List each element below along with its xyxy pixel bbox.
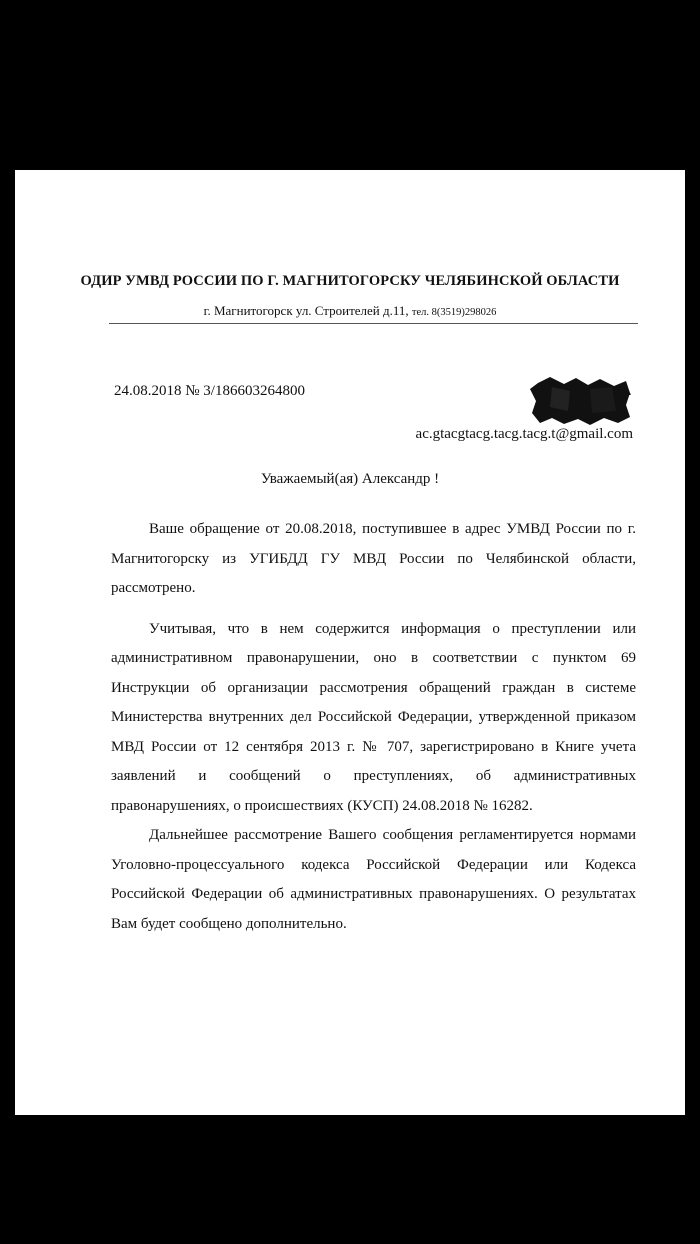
- header-divider: [109, 323, 638, 324]
- letter-body: [111, 515, 636, 939]
- document-page: [15, 170, 685, 1115]
- paragraph: Ваше обращение от 20.08.2018, поступившее в адрес УМВД России по г. Магнитогорску из УГИБДД ГУ МВД России по Челябинской области, рассмотрено.: [111, 521, 636, 596]
- greeting: Уважаемый(ая) Александр !: [260, 471, 440, 487]
- paragraph: Учитывая, что в нем содержится информация о преступлении или административном правонарушении, оно в соответствии с пунктом 69 Инструкции об организации рассмотрения обращений граждан в системе Министерства внутренних дел Российской Федерации, утвержденной приказом МВД России от 12 сентября 2013 г. № 707, зарегистрировано в Книге учета заявлений и сообщений о преступлениях, об административных правонарушениях, о происшествиях (КУСП) 24.08.2018 № 16282.: [111, 620, 636, 814]
- redaction-mark: [530, 377, 630, 425]
- trailing-dot: .: [628, 383, 632, 399]
- address-text: г. Магнитогорск ул. Строителей д.11,: [203, 303, 409, 318]
- organization-title: ОДИР УМВД РОССИИ ПО Г. МАГНИТОГОРСКУ ЧЕЛЯБИНСКОЙ ОБЛАСТИ: [80, 273, 620, 289]
- paragraph: Дальнейшее рассмотрение Вашего сообщения регламентируется нормами Уголовно-процессуального кодекса Российской Федерации или Кодекса Российской Федерации об административных правонарушениях. О результатах Вам будет сообщено дополнительно.: [111, 827, 636, 932]
- recipient-email: ac.gtacgtacg.tacg.tacg.t@gmail.com: [415, 426, 633, 442]
- registration-number: 24.08.2018 № 3/186603264800: [114, 383, 305, 399]
- organization-address: [0, 303, 700, 319]
- phone-text: тел. 8(3519)298026: [411, 307, 497, 318]
